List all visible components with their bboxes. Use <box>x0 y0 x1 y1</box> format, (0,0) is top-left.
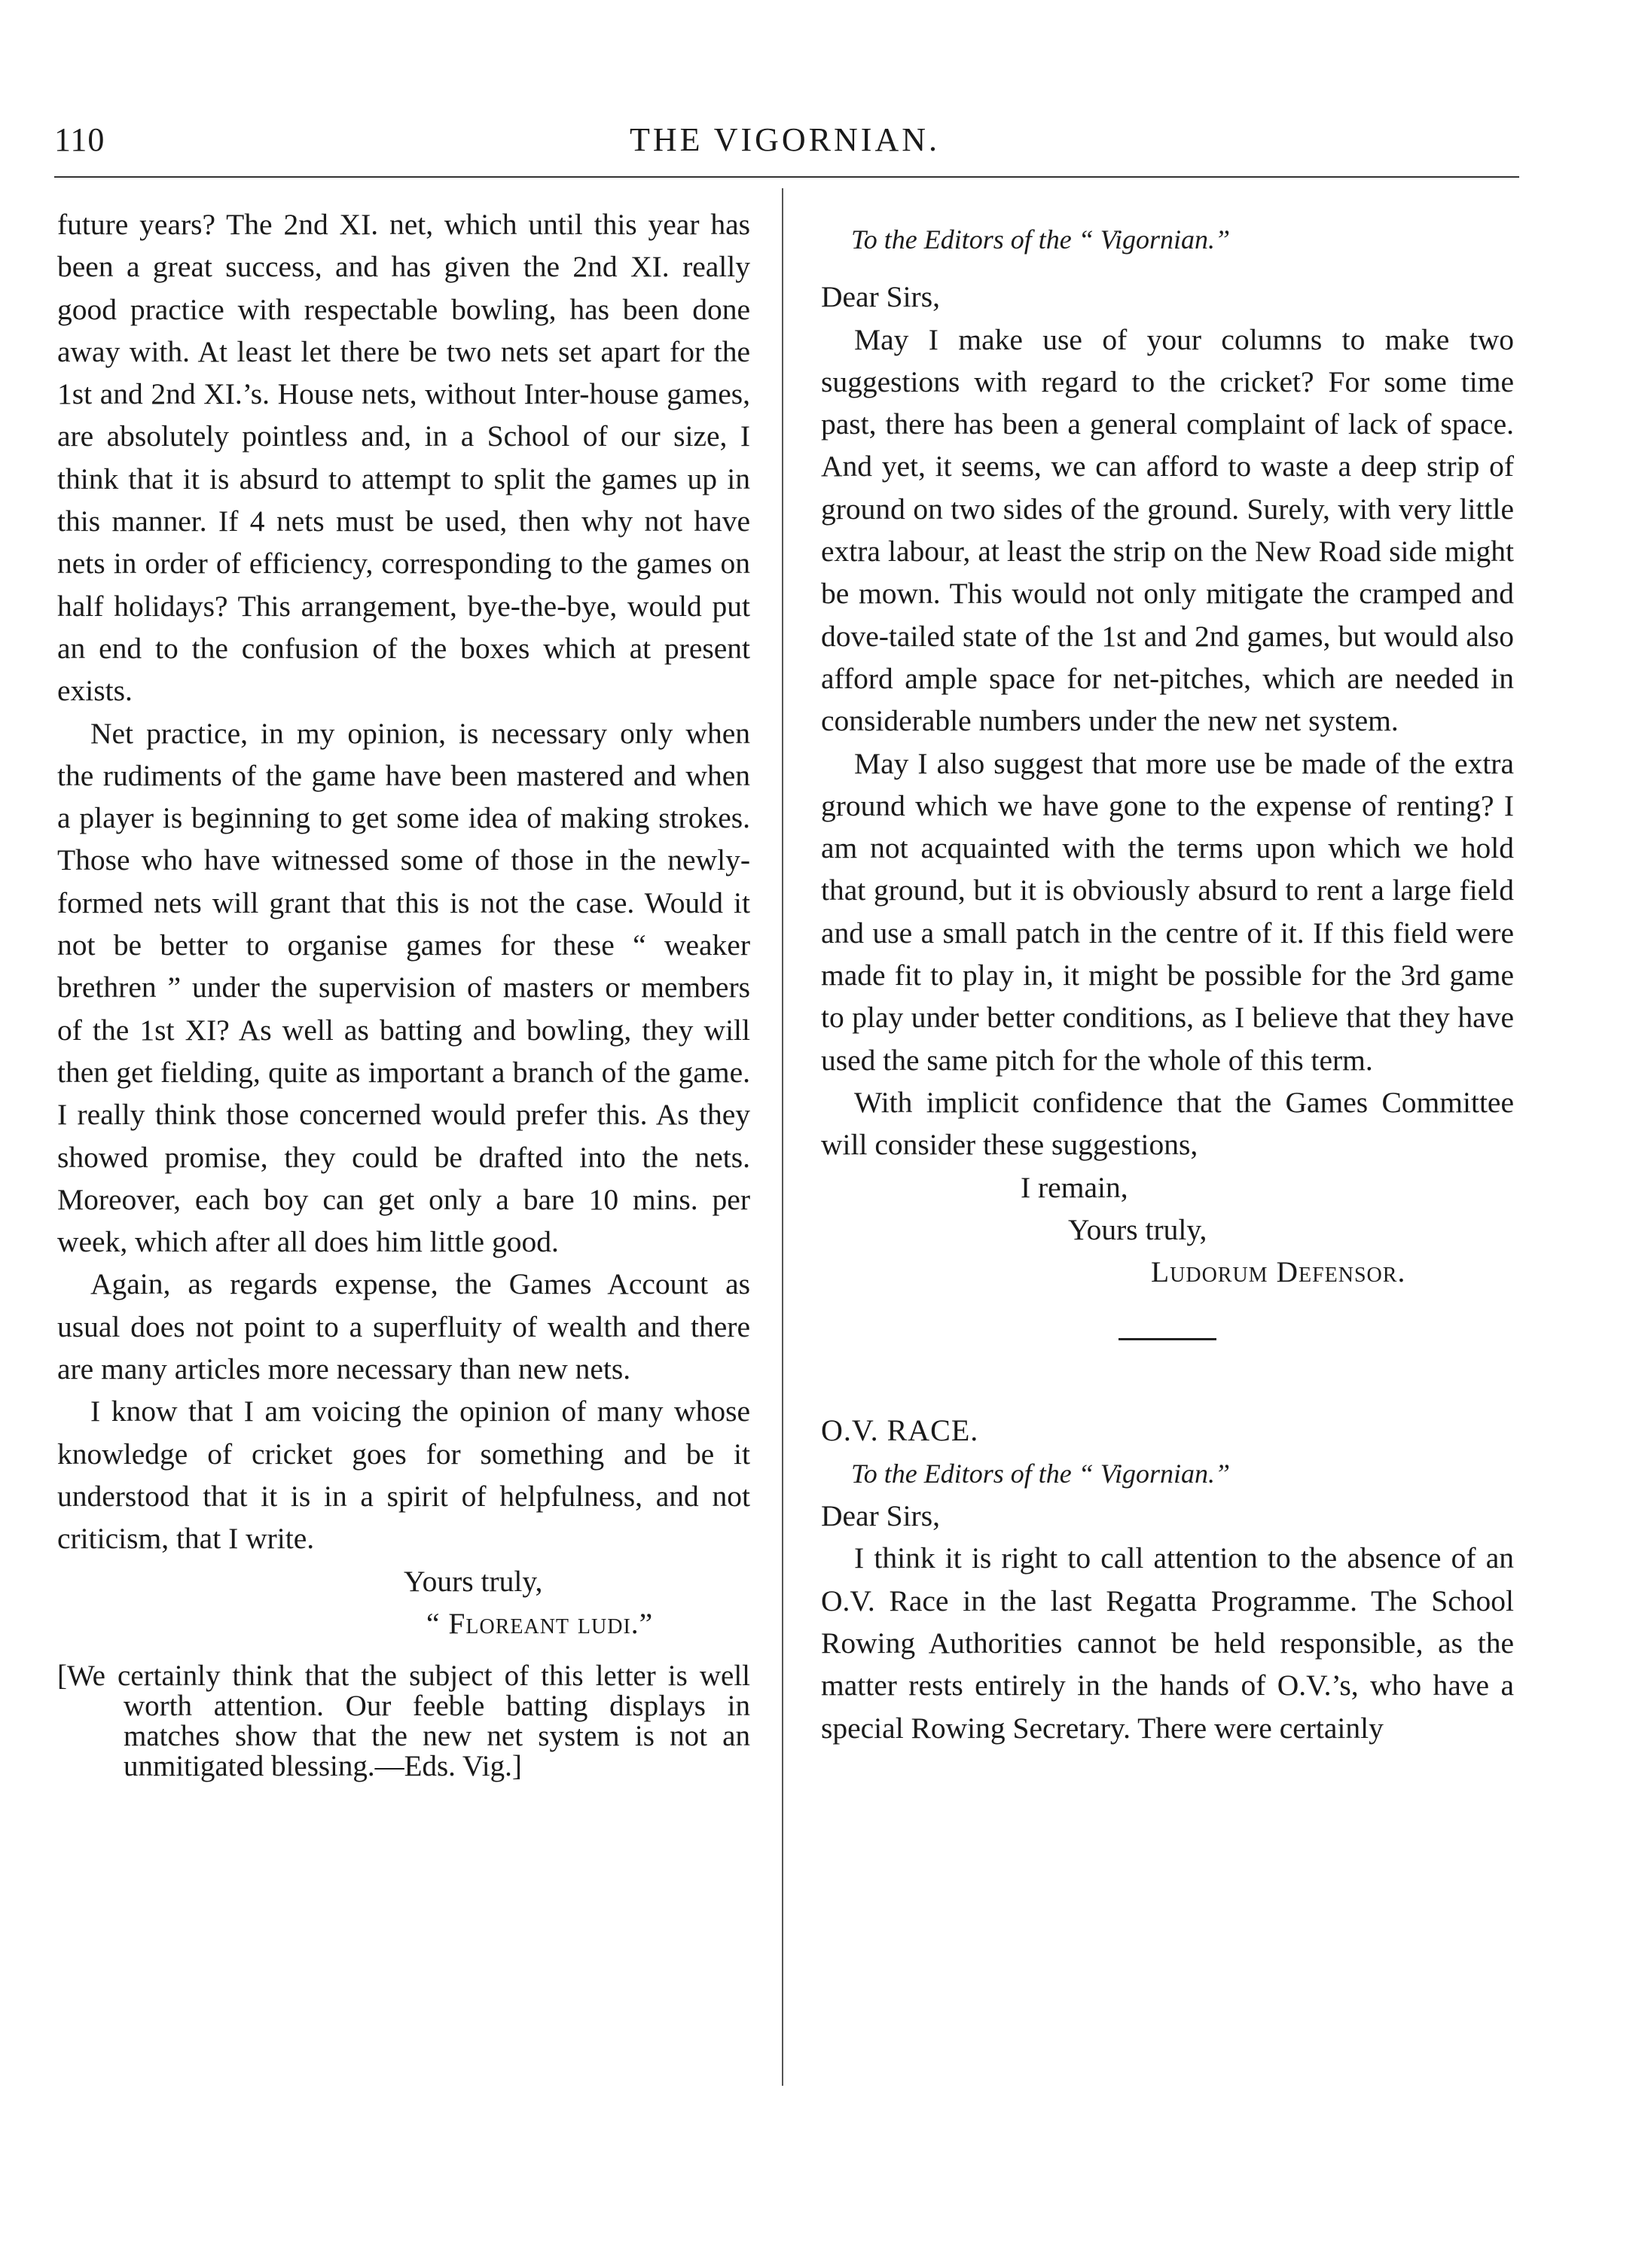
paragraph: Again, as regards expense, the Games Account as usual does not point to a superfluity of wealth and there are many articles more necessary than new nets. <box>57 1267 750 1386</box>
section-title: O.V. RACE. <box>821 1413 979 1448</box>
letter-closing: I remain, <box>1021 1170 1128 1204</box>
letter-signature: “ Floreant ludi.” <box>426 1606 654 1640</box>
editor-note: [We certainly think that the subject of this letter is well worth attention. Our feeble batting displays in matches show that the new net system is not an unmitigated blessing.—Eds. Vig.] <box>57 1660 750 1783</box>
journal-title: THE VIGORNIAN. <box>629 121 941 158</box>
paragraph: future years? The 2nd XI. net, which until this year has been a great success, and has given the 2nd XI. really good practice with respectable bowling, has been done away with. At least let there be two nets set apart for the 1st and 2nd XI.’s. House nets, without Inter-house games, are absolutely pointless and, in a School of our size, I think that it is absurd to attempt to split the games up in this manner. If 4 nets must be used, then why not have nets in order of efficiency, corresponding to the games on half holidays? This arrangement, bye-the-bye, would put an end to the confusion of the boxes which at present exists. <box>57 208 750 708</box>
letter-salutation: Dear Sirs, <box>821 280 940 314</box>
right-column <box>821 203 1514 1749</box>
paragraph: I think it is right to call attention to the absence of an O.V. Race in the last Regatta Programme. The School Rowing Authorities cannot be held responsible, as the matter rests entirely in the hands of O.V.’s, who have a special Rowing Secretary. There were certainly <box>821 1541 1514 1745</box>
letter-closing: Yours truly, <box>1068 1212 1207 1246</box>
left-column <box>57 203 750 1782</box>
paragraph: With implicit confidence that the Games Committee will consider these suggestions, <box>821 1085 1514 1162</box>
letter-addressee: To the Editors of the “ Vigornian.” <box>851 1458 1231 1489</box>
paragraph: I know that I am voicing the opinion of many whose knowledge of cricket goes for something and be it understood that it is in a spirit of helpfulness, and not criticism, that I write. <box>57 1395 750 1556</box>
letter-addressee: To the Editors of the “ Vigornian.” <box>851 224 1231 255</box>
letter-closing: Yours truly, <box>404 1564 543 1598</box>
letter-salutation: Dear Sirs, <box>821 1499 940 1533</box>
section-divider <box>1119 1338 1216 1340</box>
paragraph: May I also suggest that more use be made of the extra ground which we have gone to the expense of renting? I am not acquainted with the terms upon which we hold that ground, but it is obviously absurd to rent a large field and use a small patch in the centre of it. If this field were made fit to play in, it might be possible for the 3rd game to play under better conditions, as I believe that they have used the same pitch for the whole of this term. <box>821 746 1514 1077</box>
column-divider <box>782 188 783 2086</box>
paragraph: May I make use of your columns to make two suggestions with regard to the cricket? For some time past, there has been a general complaint of lack of space. And yet, it seems, we can afford to waste a deep strip of ground on two sides of the ground. Surely, with very little extra labour, at least the strip on the New Road side might be mown. This would not only mitigate the cramped and dove-tailed state of the 1st and 2nd games, but would also afford ample space for net-pitches, which are needed in considerable numbers under the new net system. <box>821 322 1514 738</box>
header-rule <box>54 176 1519 178</box>
page-number: 110 <box>54 121 105 158</box>
page-header <box>54 120 1515 173</box>
letter-signature: Ludorum Defensor. <box>1151 1255 1406 1289</box>
paragraph: Net practice, in my opinion, is necessary only when the rudiments of the game have been mastered and when a player is beginning to get some idea of making strokes. Those who have witnessed some of those in the newly-formed nets will grant that this is not the case. Would it not be better to organise games for these “ weaker brethren ” under the supervision of masters or members of the 1st XI? As well as batting and bowling, they will then get fielding, quite as important a branch of the game. I really think those concerned would prefer this. As they showed promise, they could be drafted into the nets. Moreover, each boy can get only a bare 10 mins. per week, which after all does him little good. <box>57 716 750 1259</box>
